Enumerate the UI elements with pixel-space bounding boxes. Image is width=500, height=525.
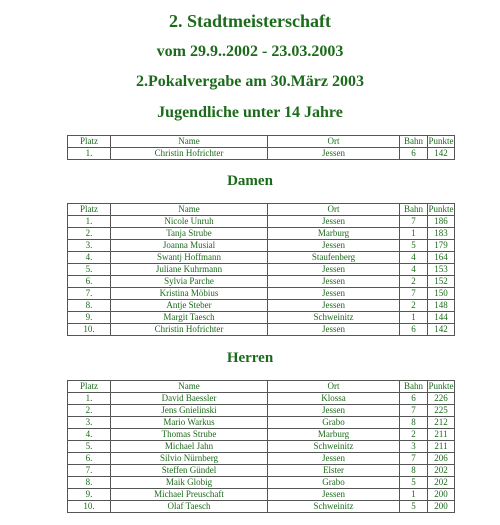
column-header-bahn: Bahn — [400, 381, 428, 393]
youth-table — [67, 135, 455, 160]
cell-bahn: 6 — [400, 393, 428, 405]
cell-punkte: 183 — [428, 228, 455, 240]
cell-name: Tanja Strube — [111, 228, 268, 240]
table-row — [68, 477, 455, 489]
cell-punkte: 226 — [428, 393, 455, 405]
cell-name: Mario Warkus — [111, 417, 268, 429]
cell-ort: Jessen — [268, 276, 400, 288]
table-row — [68, 252, 455, 264]
table-row — [68, 264, 455, 276]
table-row — [68, 228, 455, 240]
cell-name: Sylvia Parche — [111, 276, 268, 288]
cell-name: Christin Hofrichter — [111, 324, 268, 336]
cell-name: Olaf Taesch — [111, 501, 268, 513]
table-row — [68, 240, 455, 252]
cell-bahn: 7 — [400, 453, 428, 465]
column-header-name: Name — [111, 204, 268, 216]
table-row — [68, 324, 455, 336]
cell-platz: 5. — [68, 441, 111, 453]
cell-name: Joanna Musial — [111, 240, 268, 252]
cell-punkte: 211 — [428, 441, 455, 453]
damen-heading: Damen — [227, 173, 273, 189]
cell-platz: 3. — [68, 417, 111, 429]
cell-punkte: 142 — [428, 148, 455, 160]
cell-ort: Grabo — [268, 477, 400, 489]
cell-bahn: 8 — [400, 417, 428, 429]
cell-bahn: 1 — [400, 228, 428, 240]
column-header-platz: Platz — [68, 136, 111, 148]
table-row — [68, 417, 455, 429]
cell-punkte: 150 — [428, 288, 455, 300]
cell-ort: Jessen — [268, 240, 400, 252]
cell-punkte: 186 — [428, 216, 455, 228]
table-row — [68, 312, 455, 324]
column-header-ort: Ort — [268, 136, 400, 148]
column-header-ort: Ort — [268, 204, 400, 216]
cell-bahn: 2 — [400, 276, 428, 288]
table-row — [68, 453, 455, 465]
cell-punkte: 148 — [428, 300, 455, 312]
cell-name: Kristina Möbius — [111, 288, 268, 300]
cell-platz: 6. — [68, 453, 111, 465]
table-row — [68, 429, 455, 441]
header-row — [68, 136, 455, 148]
cell-ort: Elster — [268, 465, 400, 477]
cell-bahn: 1 — [400, 489, 428, 501]
cell-ort: Jessen — [268, 148, 400, 160]
cell-bahn: 8 — [400, 465, 428, 477]
cell-ort: Jessen — [268, 453, 400, 465]
column-header-platz: Platz — [68, 204, 111, 216]
cell-name: Michael Jahn — [111, 441, 268, 453]
cell-bahn: 2 — [400, 429, 428, 441]
cell-bahn: 6 — [400, 148, 428, 160]
column-header-punkte: Punkte — [428, 204, 454, 214]
table-row — [68, 300, 455, 312]
cell-ort: Jessen — [268, 300, 400, 312]
cell-name: David Baessler — [111, 393, 268, 405]
cell-punkte: 211 — [428, 429, 455, 441]
cell-ort: Jessen — [268, 324, 400, 336]
cell-platz: 9. — [68, 489, 111, 501]
cell-platz: 1. — [68, 216, 111, 228]
cell-ort: Klossa — [268, 393, 400, 405]
cell-bahn: 6 — [400, 324, 428, 336]
cell-ort: Staufenberg — [268, 252, 400, 264]
herren-heading: Herren — [226, 350, 274, 366]
cell-platz: 4. — [68, 429, 111, 441]
table-row — [68, 393, 455, 405]
cell-punkte: 179 — [428, 240, 455, 252]
cell-ort: Jessen — [268, 405, 400, 417]
cell-bahn: 5 — [400, 477, 428, 489]
cell-name: Jens Gnielinski — [111, 405, 268, 417]
column-header-punkte: Punkte — [428, 381, 454, 391]
cell-name: Juliane Kuhrmann — [111, 264, 268, 276]
cup-heading: 2.Pokalvergabe am 30.März 2003 — [136, 73, 364, 90]
cell-ort: Jessen — [268, 489, 400, 501]
cell-name: Thomas Strube — [111, 429, 268, 441]
column-header-bahn: Bahn — [400, 204, 428, 216]
header-row — [68, 204, 455, 216]
cell-bahn: 4 — [400, 252, 428, 264]
table-row — [68, 441, 455, 453]
cell-punkte: 153 — [428, 264, 455, 276]
cell-platz: 8. — [68, 300, 111, 312]
cell-ort: Jessen — [268, 216, 400, 228]
cell-bahn: 7 — [400, 405, 428, 417]
cell-name: Michael Preuschaft — [111, 489, 268, 501]
cell-ort: Marburg — [268, 228, 400, 240]
table-row — [68, 501, 455, 513]
cell-punkte: 202 — [428, 465, 455, 477]
cell-platz: 7. — [68, 288, 111, 300]
cell-ort: Jessen — [268, 264, 400, 276]
cell-platz: 8. — [68, 477, 111, 489]
cell-bahn: 4 — [400, 264, 428, 276]
period-heading: vom 29.9..2002 - 23.03.2003 — [156, 43, 344, 60]
cell-platz: 3. — [68, 240, 111, 252]
cell-platz: 6. — [68, 276, 111, 288]
cell-punkte: 212 — [428, 417, 455, 429]
cell-bahn: 5 — [400, 501, 428, 513]
cell-platz: 10. — [68, 324, 111, 336]
column-header-punkte: Punkte — [428, 136, 454, 146]
cell-platz: 1. — [68, 393, 111, 405]
cell-ort: Grabo — [268, 417, 400, 429]
header-row — [68, 381, 455, 393]
cell-platz: 2. — [68, 405, 111, 417]
cell-platz: 4. — [68, 252, 111, 264]
cell-ort: Schweinitz — [268, 312, 400, 324]
table-row — [68, 216, 455, 228]
cell-name: Margit Taesch — [111, 312, 268, 324]
cell-name: Nicole Unruh — [111, 216, 268, 228]
cell-ort: Marburg — [268, 429, 400, 441]
cell-punkte: 144 — [428, 312, 455, 324]
herren-table — [67, 380, 455, 513]
cell-ort: Jessen — [268, 288, 400, 300]
youth-heading: Jugendliche unter 14 Jahre — [157, 104, 343, 121]
cell-punkte: 152 — [428, 276, 455, 288]
cell-bahn: 7 — [400, 288, 428, 300]
cell-ort: Schweinitz — [268, 501, 400, 513]
damen-table — [67, 203, 455, 336]
cell-ort: Schweinitz — [268, 441, 400, 453]
cell-punkte: 225 — [428, 405, 455, 417]
cell-punkte: 200 — [428, 501, 455, 513]
cell-name: Antje Steber — [111, 300, 268, 312]
cell-punkte: 164 — [428, 252, 455, 264]
cell-bahn: 2 — [400, 300, 428, 312]
column-header-bahn: Bahn — [400, 136, 428, 148]
page-title: 2. Stadtmeisterschaft — [169, 11, 331, 31]
table-row — [68, 148, 455, 160]
cell-punkte: 142 — [428, 324, 455, 336]
cell-bahn: 3 — [400, 441, 428, 453]
cell-platz: 10. — [68, 501, 111, 513]
table-row — [68, 276, 455, 288]
cell-bahn: 5 — [400, 240, 428, 252]
cell-platz: 5. — [68, 264, 111, 276]
cell-name: Swantj Hoffmann — [111, 252, 268, 264]
table-row — [68, 405, 455, 417]
cell-name: Maik Globig — [111, 477, 268, 489]
column-header-ort: Ort — [268, 381, 400, 393]
cell-bahn: 7 — [400, 216, 428, 228]
column-header-platz: Platz — [68, 381, 111, 393]
column-header-name: Name — [111, 381, 268, 393]
table-row — [68, 465, 455, 477]
cell-name: Steffen Gündel — [111, 465, 268, 477]
column-header-name: Name — [111, 136, 268, 148]
cell-punkte: 200 — [428, 489, 455, 501]
cell-punkte: 202 — [428, 477, 455, 489]
cell-platz: 2. — [68, 228, 111, 240]
cell-punkte: 206 — [428, 453, 455, 465]
cell-name: Christin Hofrichter — [111, 148, 268, 160]
table-row — [68, 288, 455, 300]
cell-platz: 9. — [68, 312, 111, 324]
cell-bahn: 1 — [400, 312, 428, 324]
cell-name: Silvio Nürnberg — [111, 453, 268, 465]
cell-platz: 7. — [68, 465, 111, 477]
table-row — [68, 489, 455, 501]
cell-platz: 1. — [68, 148, 111, 160]
